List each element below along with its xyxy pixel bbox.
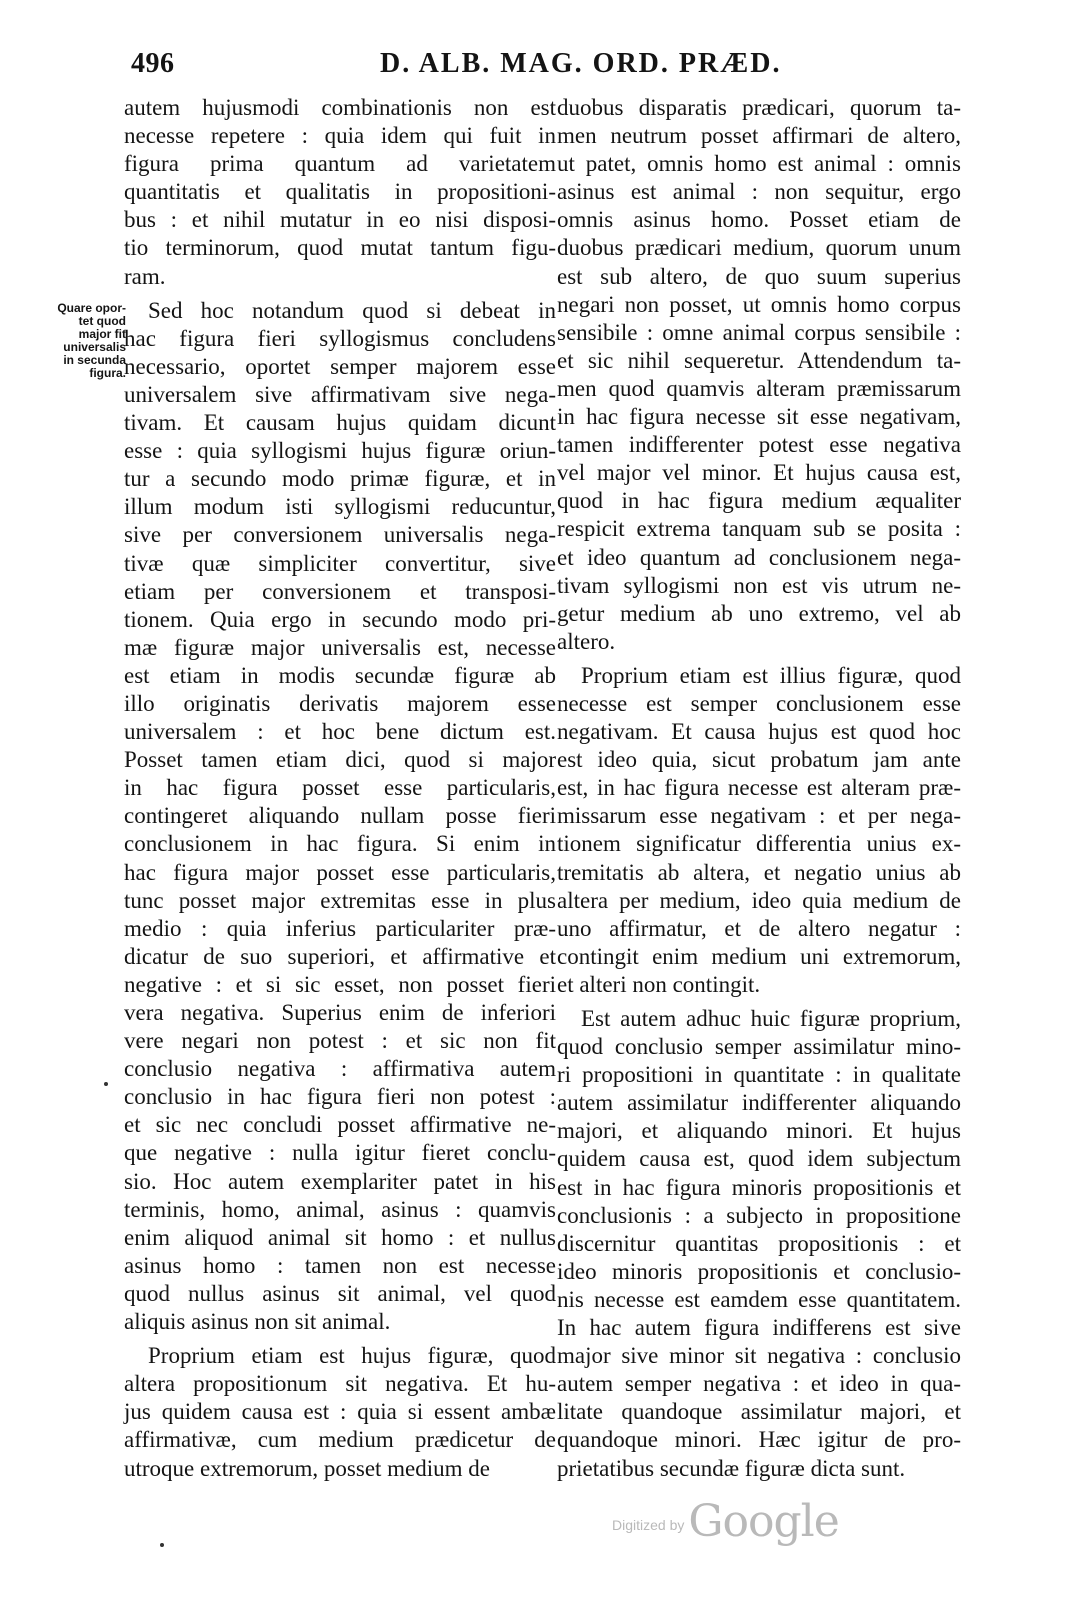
text-line: getur medium ab uno extremo, vel ab (557, 600, 961, 626)
text-line: uno affirmatur, et de altero negatur : (557, 915, 961, 941)
text-line: quandoque minori. Hæc igitur de pro- (557, 1427, 961, 1453)
page-number: 496 (131, 48, 175, 79)
margin-note-line: Quare opor- (57, 301, 126, 315)
text-line: jus quidem causa est : quia si essent ambæ (124, 1399, 556, 1425)
text-line: men quod quamvis alteram præmissarum (557, 375, 961, 401)
text-line: vera negativa. Superius enim de inferiori (124, 1000, 556, 1025)
text-line: hac figura major posset esse particularis, (124, 859, 556, 885)
text-line: affirmativæ, cum medium prædicetur de (124, 1427, 556, 1453)
text-line: vere negari non potest : et sic non fit (124, 1028, 556, 1054)
margin-note-line: major fit (78, 327, 126, 341)
text-line: medio : quia inferius particulariter præ- (124, 915, 556, 941)
text-line: tivam syllogismi non est vis utrum ne- (557, 572, 961, 598)
text-line: in hac figura necesse sit esse negativam, (557, 404, 961, 430)
text-line: tionem significatur differentia unius ex- (557, 831, 961, 857)
text-line: in hac figura posset esse particularis, (124, 775, 556, 801)
text-line: major sive minor sit negativa : conclusio (557, 1343, 961, 1369)
text-line: ut patet, omnis homo est animal : omnis (557, 151, 961, 177)
text-line: quidem causa est, quod idem subjectum (557, 1146, 961, 1172)
margin-note-line: tet quod (78, 314, 126, 328)
text-line: altero. (557, 628, 616, 654)
text-line: aliquis asinus non sit animal. (124, 1309, 391, 1335)
text-line: mæ figuræ major universalis est, necesse (124, 634, 556, 660)
text-line: tunc posset major extremitas esse in plus (124, 887, 556, 913)
margin-note (30, 302, 126, 380)
digitized-by-label: Digitized by (612, 1517, 685, 1533)
text-line: Posset tamen etiam dici, quod si major (124, 747, 556, 773)
text-line: conclusionis : a subjecto in propositione (557, 1202, 961, 1228)
text-line: tremitatis ab altera, et negatio unius ab (557, 859, 961, 885)
text-line: contingit enim medium uni extremorum, (557, 943, 961, 969)
text-line: et sic nec concludi posset affirmative ne- (124, 1112, 556, 1138)
text-line: asinus homo : tamen non est necesse (124, 1252, 556, 1278)
text-line: tamen indifferenter potest esse negativa (557, 432, 961, 458)
text-line: autem assimilatur indifferenter aliquando (557, 1090, 961, 1116)
text-line: ideo minoris propositionis et conclusio- (557, 1258, 961, 1284)
text-line: Proprium etiam est illius figuræ, quod (581, 662, 961, 688)
text-line: majori, et aliquando minori. Et hujus (557, 1118, 961, 1144)
text-line: prietatibus secundæ figuræ dicta sunt. (557, 1455, 906, 1481)
text-line: que negative : nulla igitur fieret conclu- (124, 1140, 556, 1166)
text-line: tur a secundo modo primæ figuræ, et in (124, 466, 556, 492)
text-line: tivæ quæ simpliciter convertitur, sive (124, 550, 556, 576)
text-line: sio. Hoc autem exemplariter patet in his (124, 1168, 556, 1194)
text-line: negativam. Et causa hujus est quod hoc (557, 719, 961, 745)
text-line: missarum esse negativam : et per nega- (557, 803, 961, 829)
text-line: etiam per conversionem et transposi- (124, 578, 556, 604)
text-line: universalem : et hoc bene dictum est. (124, 719, 556, 745)
text-line: In hac autem figura indifferens est sive (557, 1315, 961, 1341)
text-line: utroque extremorum, posset medium de (124, 1455, 491, 1481)
text-line: Sed hoc notandum quod si debeat in (148, 297, 556, 323)
text-line: necesse repetere : quia idem qui fuit in (124, 123, 556, 149)
text-line: quantitatis et qualitatis in propositioni- (124, 179, 556, 205)
text-line: enim aliquod animal sit homo : et nullus (124, 1224, 556, 1250)
text-line: negari non posset, ut omnis homo corpus (557, 291, 961, 317)
text-line: et alteri non contingit. (557, 971, 761, 997)
text-line: altera per medium, ideo quia medium de (557, 887, 961, 913)
text-line: bus : et nihil mutatur in eo nisi disposi- (124, 207, 556, 233)
text-line: vel major vel minor. Et hujus causa est, (557, 460, 961, 486)
right-column (557, 94, 961, 1483)
text-line: autem hujusmodi combinationis non est (124, 95, 556, 120)
text-line: illo originatis derivatis majorem esse (124, 690, 556, 716)
text-line: omnis asinus homo. Posset etiam de (557, 207, 961, 233)
text-line: nis necesse est eamdem esse quantitatem. (557, 1286, 961, 1312)
margin-note-line: universalis (63, 340, 126, 354)
text-line: quod in hac figura medium æqualiter (557, 488, 961, 514)
text-line: ri propositioni in quantitate : in qualitate (557, 1062, 961, 1088)
text-line: conclusionem in hac figura. Si enim in (124, 831, 556, 857)
text-line: est etiam in modis secundæ figuræ ab (124, 662, 556, 688)
text-line: discernitur quantitas propositionis : et (557, 1230, 961, 1256)
text-line: et ideo quantum ad conclusionem nega- (557, 544, 961, 570)
text-line: ram. (124, 263, 166, 289)
text-line: universalem sive affirmativam sive nega- (124, 381, 556, 407)
text-line: figura prima quantum ad varietatem (124, 151, 556, 177)
text-line: autem semper negativa : et ideo in qua- (557, 1371, 961, 1397)
text-line: duobus prædicari medium, quorum unum (557, 235, 961, 261)
text-line: sensibile : omne animal corpus sensibile : (557, 319, 961, 345)
text-line: est ideo quia, sicut probatum jam ante (557, 747, 961, 773)
left-column (124, 94, 556, 1483)
digitization-watermark (612, 1496, 839, 1556)
text-line: tivam. Et causam hujus quidam dicunt (124, 410, 556, 436)
text-line: terminis, homo, animal, asinus : quamvis (124, 1196, 556, 1222)
text-line: est, in hac figura necesse est alteram præ- (557, 775, 961, 801)
text-line: negative : et si sic esset, non posset fieri (124, 971, 556, 997)
text-line: hac figura fieri syllogismus concludens (124, 325, 556, 351)
text-line: men neutrum posset affirmari de altero, (557, 123, 961, 149)
text-line: contingeret aliquando nullam posse fieri (124, 803, 556, 829)
text-line: conclusio in hac figura fieri non potest : (124, 1084, 556, 1110)
text-line: quod conclusio semper assimilatur mino- (557, 1034, 961, 1060)
margin-note-line: in secunda (63, 353, 126, 367)
text-line: asinus est animal : non sequitur, ergo (557, 179, 961, 205)
text-line: necessario, oportet semper majorem esse (124, 353, 556, 379)
stray-ink-dot (160, 1543, 164, 1547)
text-line: esse : quia syllogismi hujus figuræ oriun- (124, 438, 556, 464)
text-line: sive per conversionem universalis nega- (124, 522, 556, 548)
text-line: necesse est semper conclusionem esse (557, 690, 961, 716)
stray-ink-dot (104, 1082, 108, 1086)
text-line: dicatur de suo superiori, et affirmative et (124, 943, 556, 969)
text-line: quod nullus asinus sit animal, vel quod (124, 1280, 556, 1306)
text-line: duobus disparatis prædicari, quorum ta- (557, 95, 961, 120)
page-header (0, 48, 1067, 88)
text-line: tio terminorum, quod mutat tantum figu- (124, 235, 556, 261)
text-line: Est autem adhuc huic figuræ proprium, (581, 1006, 961, 1031)
text-line: tionem. Quia ergo in secundo modo pri- (124, 606, 556, 632)
text-line: est sub altero, de quo suum superius (557, 263, 961, 289)
text-line: est in hac figura minoris propositionis et (557, 1174, 961, 1200)
text-line: altera propositionum sit negativa. Et hu- (124, 1371, 556, 1397)
text-line: conclusio negativa : affirmativa autem (124, 1056, 556, 1082)
text-line: litate quandoque assimilatur majori, et (557, 1399, 961, 1425)
google-logo: Google (688, 1496, 839, 1547)
text-line: et sic nihil sequeretur. Attendendum ta- (557, 347, 961, 373)
text-line: respicit extrema tanquam sub se posita : (557, 516, 961, 542)
text-line: Proprium etiam est hujus figuræ, quod (148, 1343, 556, 1369)
margin-note-line: figura. (89, 366, 126, 380)
running-head: D. ALB. MAG. ORD. PRÆD. (380, 48, 782, 79)
text-line: illum modum isti syllogismi reducuntur, (124, 494, 556, 520)
